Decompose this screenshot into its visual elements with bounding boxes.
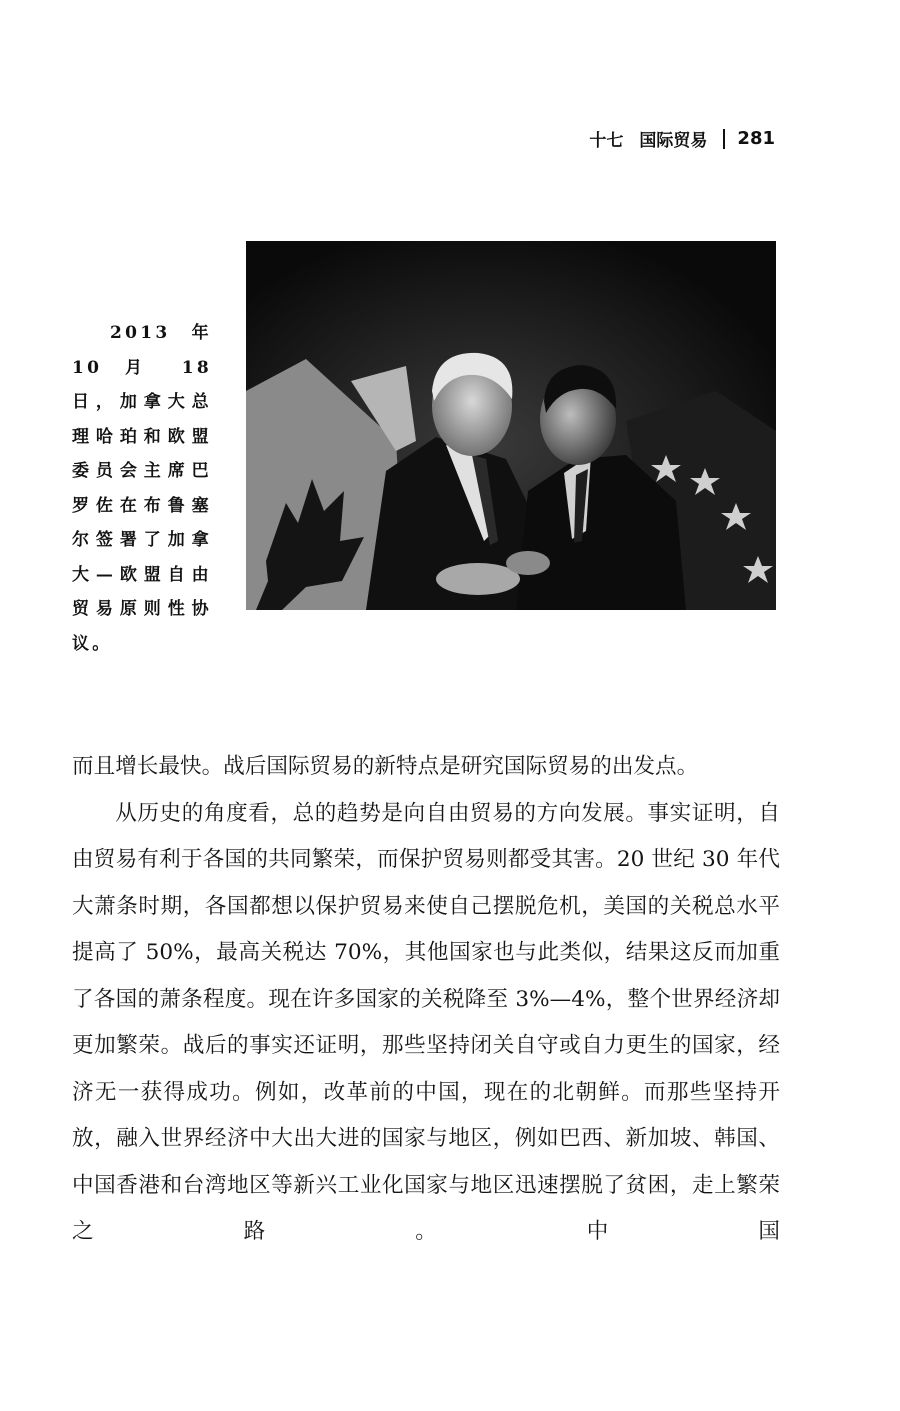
running-header <box>589 126 775 151</box>
figure-photo <box>246 241 776 610</box>
photo-illustration <box>246 241 776 610</box>
paragraph-1: 而且增长最快。战后国际贸易的新特点是研究国际贸易的出发点。 <box>72 754 699 779</box>
paragraph-2: 从历史的角度看，总的趋势是向自由贸易的方向发展。事实证明，自由贸易有利于各国的共同繁荣，而保护贸易则都受其害。20 世纪 30 年代大萧条时期，各国都想以保护贸易来使自己摆脱危机，美国的关税总水平提高了 50%，最高关税达 70%，其他国家也与此类似，结果这反而加重了各国的萧条程度。现在许多国家的关税降至 3%—4%，整个世界经济却更加繁荣。战后的事实还证明，那些坚持闭关自守或自力更生的国家，经济无一获得成功。例如，改革前的中国，现在的北朝鲜。而那些坚持开放，融入世界经济中大出大进的国家与地区，例如巴西、新加坡、韩国、中国香港和台湾地区等新兴工业化国家与地区迅速摆脱了贫困，走上繁荣之路。中国 <box>72 800 780 1244</box>
chapter-title: 国际贸易 <box>639 131 708 151</box>
figure-caption <box>72 316 212 661</box>
body-text <box>72 744 780 1256</box>
header-divider <box>723 129 725 149</box>
page-number: 281 <box>737 128 775 149</box>
chapter-number: 十七 <box>589 131 624 151</box>
figure-caption-text: 2013 年 10 月 18 日，加拿大总理哈珀和欧盟委员会主席巴罗佐在布鲁塞尔签署了加拿大—欧盟自由贸易原则性协议。 <box>72 323 212 654</box>
